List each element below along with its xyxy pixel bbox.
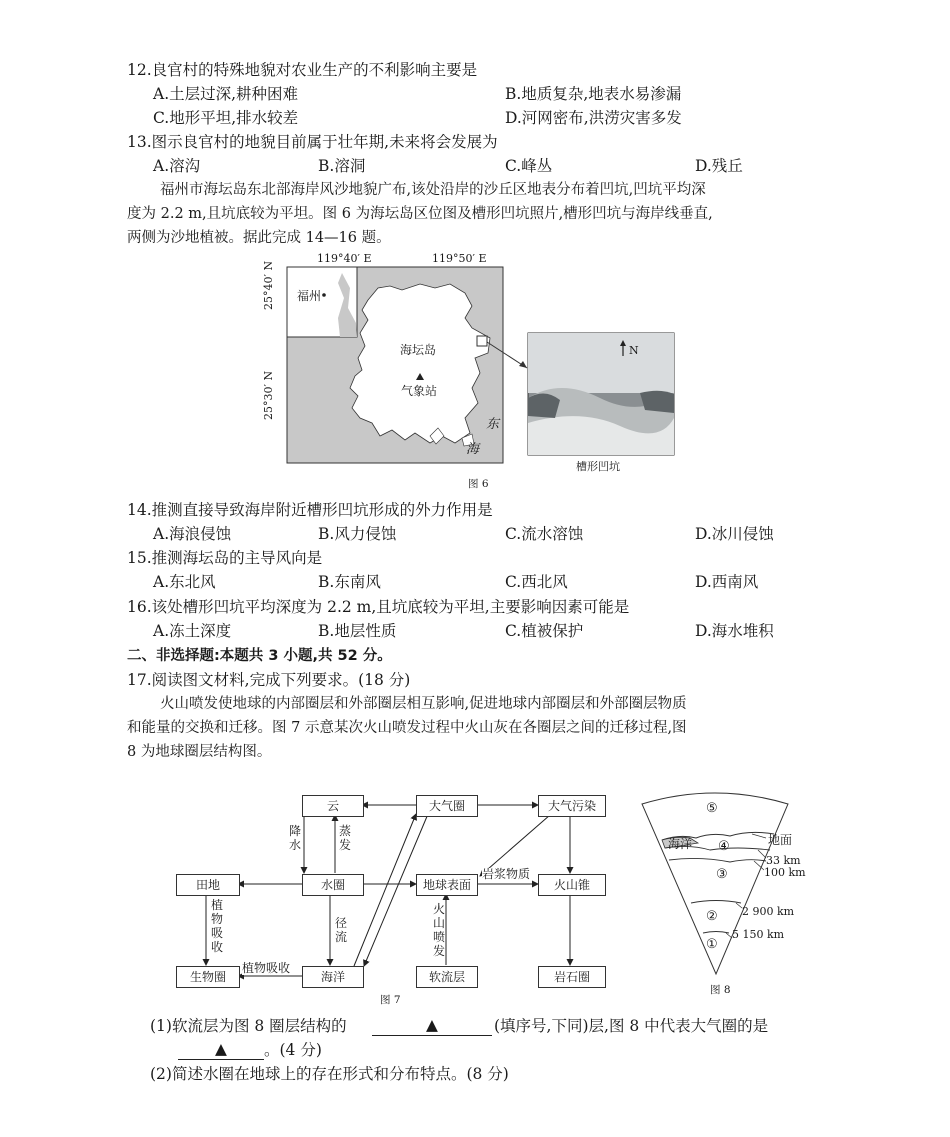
q17-sub1-blank-2[interactable] [178, 1040, 264, 1060]
fig8-caption: 图 8 [710, 984, 731, 996]
q15-option-d: D.西南风 [695, 573, 759, 591]
passage1-line2: 度为 2.2 m,且坑底较为平坦。图 6 为海坛岛区位图及槽形凹坑照片,槽形凹坑与海岸线垂直, [127, 206, 713, 222]
fig7-pollution-box: 大气污染 [538, 795, 606, 817]
q15-option-b: B.东南风 [318, 573, 381, 591]
fig6-station-label: 气象站 [401, 384, 438, 398]
q14-option-b: B.风力侵蚀 [318, 525, 397, 543]
fig6-city-label: 福州 [297, 289, 322, 303]
fig6-lat2: 25°30′ N [262, 370, 275, 420]
q14-option-c: C.流水溶蚀 [505, 525, 584, 543]
section-2-heading: 二、非选择题:本题共 3 小题,共 52 分。 [127, 648, 392, 664]
q12-option-a: A.土层过深,耕种困难 [153, 85, 299, 103]
fig6-caption: 图 6 [468, 478, 489, 490]
fig7-label-eruption: 火山喷发 [432, 902, 445, 958]
q12-option-c: C.地形平坦,排水较差 [153, 109, 299, 127]
q17-sub2: (2)简述水圈在地球上的存在形式和分布特点。(8 分) [150, 1065, 509, 1083]
q13-option-b: B.溶洞 [318, 157, 366, 175]
blank-marker: ▲ [426, 1016, 438, 1034]
fig7-lithosphere-box: 岩石圈 [538, 966, 606, 988]
fig7-label-plant-absorb-horizontal: 植物吸收 [242, 961, 291, 975]
fig8-ocean-label: 海洋 [668, 837, 693, 851]
fig7-surface-box: 地球表面 [416, 874, 478, 896]
q14-stem: 14.推测直接导致海岸附近槽形凹坑形成的外力作用是 [127, 501, 493, 519]
q17-passage-line1: 火山喷发使地球的内部圈层和外部圈层相互影响,促进地球内部圈层和外部圈层物质 [160, 696, 687, 712]
q17-passage-line2: 和能量的交换和迁移。图 7 示意某次火山喷发过程中火山灰在各圈层之间的迁移过程,图 [127, 720, 687, 736]
fig7-cone-box: 火山锥 [538, 874, 606, 896]
fig7-label-magma: 岩浆物质 [482, 867, 531, 881]
q16-stem: 16.该处槽形凹坑平均深度为 2.2 m,且坑底较为平坦,主要影响因素可能是 [127, 598, 630, 616]
fig7-ocean-box: 海洋 [302, 966, 364, 988]
fig8-depth-2900: 2 900 km [742, 905, 795, 918]
fig8-layer-4: ④ [718, 839, 730, 854]
q17-sub1-part-a: (1)软流层为图 8 圈层结构的 [150, 1017, 347, 1035]
fig8-depth-100: 100 km [764, 866, 806, 879]
q17-sub1-part-c: 。(4 分) [264, 1041, 322, 1059]
passage1-line3: 两侧为沙地植被。据此完成 14—16 题。 [127, 230, 391, 246]
fig7-asthenosphere-box: 软流层 [416, 966, 478, 988]
q16-option-c: C.植被保护 [505, 622, 584, 640]
q15-option-c: C.西北风 [505, 573, 568, 591]
q13-stem: 13.图示良官村的地貌目前属于壮年期,未来将会发展为 [127, 133, 498, 151]
figure-8 [640, 788, 840, 1003]
q14-option-a: A.海浪侵蚀 [153, 525, 232, 543]
q12-option-d: D.河网密布,洪涝灾害多发 [505, 109, 682, 127]
fig7-hydrosphere-box: 水圈 [302, 874, 364, 896]
q17-sub1-blank-1[interactable] [372, 1016, 492, 1036]
fig7-caption: 图 7 [380, 994, 401, 1006]
q13-option-a: A.溶沟 [153, 157, 201, 175]
fig6-island-label: 海坛岛 [400, 343, 437, 357]
q12-option-b: B.地质复杂,地表水易渗漏 [505, 85, 682, 103]
fig7-label-plant-absorb-vertical: 植物吸收 [210, 898, 223, 954]
fig6-north-label: N [629, 344, 639, 357]
q15-stem: 15.推测海坛岛的主导风向是 [127, 549, 323, 567]
fig7-field-box: 田地 [176, 874, 240, 896]
fig7-biosphere-box: 生物圈 [176, 966, 240, 988]
fig7-label-runoff: 径流 [334, 916, 347, 944]
fig7-label-evaporation: 蒸发 [338, 824, 351, 852]
q13-option-c: C.峰丛 [505, 157, 553, 175]
q12-stem: 12.良官村的特殊地貌对农业生产的不利影响主要是 [127, 61, 478, 79]
fig8-ground-label: 地面 [768, 833, 793, 847]
fig8-layer-1: ① [706, 937, 718, 952]
fig7-cloud-box: 云 [302, 795, 364, 817]
q17-sub1-part-b: (填序号,下同)层,图 8 中代表大气圈的是 [494, 1017, 769, 1035]
fig6-lon2: 119°50′ E [432, 252, 487, 265]
fig6-lat1: 25°40′ N [262, 260, 275, 310]
q17-passage-line3: 8 为地球圈层结构图。 [127, 744, 272, 760]
fig6-photo-caption: 槽形凹坑 [576, 460, 620, 473]
q14-option-d: D.冰川侵蚀 [695, 525, 774, 543]
fig6-sea-char2: 海 [466, 442, 480, 457]
q16-option-d: D.海水堆积 [695, 622, 774, 640]
q17-stem: 17.阅读图文材料,完成下列要求。(18 分) [127, 671, 411, 689]
fig8-layer-2: ② [706, 909, 718, 924]
figure-7 [170, 790, 620, 1010]
fig7-atmosphere-box: 大气圈 [416, 795, 478, 817]
fig7-label-rain: 降水 [288, 824, 301, 852]
figure-6 [260, 248, 680, 493]
passage1-line1: 福州市海坛岛东北部海岸风沙地貌广布,该处沿岸的沙丘区地表分布着凹坑,凹坑平均深 [160, 182, 706, 198]
fig6-lon1: 119°40′ E [317, 252, 372, 265]
fig8-depth-33: 33 km [766, 854, 801, 867]
q15-option-a: A.东北风 [153, 573, 216, 591]
fig6-sea-char1: 东 [486, 417, 500, 432]
fig8-layer-5: ⑤ [706, 801, 718, 816]
fig8-layer-3: ③ [716, 867, 728, 882]
figure-8-sector [640, 788, 840, 1003]
q16-option-b: B.地层性质 [318, 622, 397, 640]
q13-option-d: D.残丘 [695, 157, 743, 175]
blank-marker: ▲ [215, 1040, 227, 1058]
q16-option-a: A.冻土深度 [153, 622, 232, 640]
fig8-depth-5150: 5 150 km [732, 928, 785, 941]
